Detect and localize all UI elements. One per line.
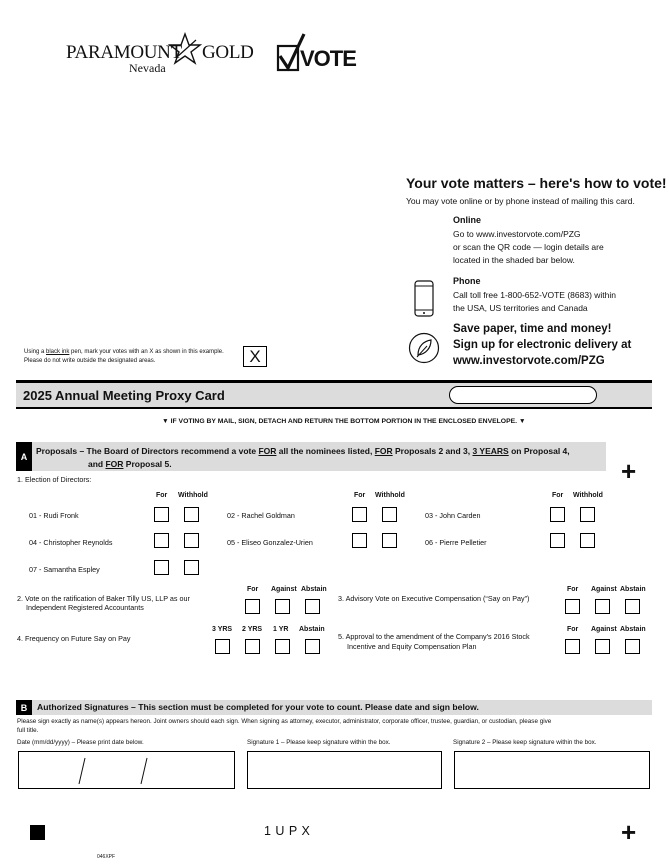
section-a-badge: A: [16, 442, 32, 471]
nominee-06-withhold-checkbox[interactable]: [580, 533, 595, 548]
proposal-3-against-checkbox[interactable]: [595, 599, 610, 614]
p4-col-abstain: Abstain: [299, 626, 325, 633]
logo-nevada: Nevada: [129, 61, 166, 75]
paper-line-3: www.investorvote.com/PZG: [453, 355, 605, 367]
footer-code: 1 U P X: [264, 824, 311, 838]
triangle-down-icon: ▼: [162, 418, 169, 425]
proposal-5-abstain-checkbox[interactable]: [625, 639, 640, 654]
date-field[interactable]: [18, 751, 235, 789]
online-line-3: located in the shaded bar below.: [453, 255, 575, 265]
nominee-03-withhold-checkbox[interactable]: [580, 507, 595, 522]
proposal-3-abstain-checkbox[interactable]: [625, 599, 640, 614]
nominee-01-withhold-checkbox[interactable]: [184, 507, 199, 522]
p4-col-1yr: 1 YR: [273, 626, 289, 633]
section-b-instr-1: Please sign exactly as name(s) appears hereon. Joint owners should each sign. When signing as attorney, executor, administrator, corporate officer, trustee, guardian, or custodian, please give: [17, 718, 552, 725]
proposal-5-against-checkbox[interactable]: [595, 639, 610, 654]
nominee-01-for-checkbox[interactable]: [154, 507, 169, 522]
section-b-title: Authorized Signatures – This section must be completed for your vote to count. Please date and sign below.: [37, 702, 479, 712]
proxy-title: 2025 Annual Meeting Proxy Card: [23, 388, 225, 403]
proposal-2-for-checkbox[interactable]: [245, 599, 260, 614]
section-a-title-1: [36, 445, 570, 458]
section-a-t5: and: [88, 459, 106, 469]
p5-col-against: Against: [591, 626, 617, 633]
nominee-05: 05 - Eliseo Gonzalez-Urien: [227, 538, 313, 547]
p3-col-for: For: [567, 586, 579, 593]
section-a-3years: 3 YEARS: [472, 446, 509, 456]
paper-line-1: Save paper, time and money!: [453, 323, 612, 335]
sig2-label: Signature 2 – Please keep signature within the box.: [453, 739, 597, 746]
section-a-t1: Proposals – The Board of Directors recommend a vote: [36, 446, 259, 456]
section-a-t6: Proposal 5.: [123, 459, 172, 469]
p3-col-abstain: Abstain: [620, 586, 646, 593]
p2-col-against: Against: [271, 586, 297, 593]
star-logo-icon: [168, 32, 202, 66]
nominee-04: 04 - Christopher Reynolds: [29, 538, 113, 547]
proposal-4-2yrs-checkbox[interactable]: [245, 639, 260, 654]
nominee-06-for-checkbox[interactable]: [550, 533, 565, 548]
col-withhold-3: Withhold: [573, 492, 603, 499]
leaf-icon: [408, 332, 440, 364]
registration-square: [30, 825, 45, 840]
phone-title: Phone: [453, 276, 481, 286]
nominee-05-for-checkbox[interactable]: [352, 533, 367, 548]
plus-mark-top: +: [621, 456, 637, 486]
p2-col-abstain: Abstain: [301, 586, 327, 593]
proposal-5-line-2: Incentive and Equity Compensation Plan: [347, 642, 477, 651]
phone-icon: [413, 280, 435, 318]
nominee-02: 02 - Rachel Goldman: [227, 511, 295, 520]
proposal-4-3yrs-checkbox[interactable]: [215, 639, 230, 654]
proposal-4: 4. Frequency on Future Say on Pay: [17, 634, 131, 643]
p5-col-abstain: Abstain: [620, 626, 646, 633]
phone-line-1: Call toll free 1-800-652-VOTE (8683) within: [453, 290, 616, 300]
nominee-04-for-checkbox[interactable]: [154, 533, 169, 548]
date-separators: [19, 752, 234, 788]
sig1-label: Signature 1 – Please keep signature within the box.: [247, 739, 391, 746]
p3-col-against: Against: [591, 586, 617, 593]
proposal-5-for-checkbox[interactable]: [565, 639, 580, 654]
p4-col-3yrs: 3 YRS: [212, 626, 233, 633]
proposal-3-for-checkbox[interactable]: [565, 599, 580, 614]
nominee-03-for-checkbox[interactable]: [550, 507, 565, 522]
col-withhold-2: Withhold: [375, 492, 405, 499]
proposal-2-line-1: 2. Vote on the ratification of Baker Tilly US, LLP as our: [17, 594, 190, 603]
nominee-05-withhold-checkbox[interactable]: [382, 533, 397, 548]
section-a-t3: Proposals 2 and 3,: [392, 446, 473, 456]
section-b-instr-2: full title.: [17, 727, 39, 734]
p2-col-for: For: [247, 586, 259, 593]
triangle-down-icon: ▼: [518, 418, 526, 425]
section-a-t4: on Proposal 4,: [508, 446, 570, 456]
logo-gold: GOLD: [202, 42, 254, 63]
nominee-01: 01 - Rudi Fronk: [29, 511, 79, 520]
section-a-for-1: FOR: [258, 446, 277, 456]
proposal-4-1yr-checkbox[interactable]: [275, 639, 290, 654]
p4-col-2yrs: 2 YRS: [242, 626, 263, 633]
nominee-02-for-checkbox[interactable]: [352, 507, 367, 522]
nominee-07-withhold-checkbox[interactable]: [184, 560, 199, 575]
proposal-5-line-1: 5. Approval to the amendment of the Company's 2016 Stock: [338, 632, 530, 641]
election-label: 1. Election of Directors:: [17, 475, 92, 484]
mail-note: [162, 418, 526, 425]
qr-login-field[interactable]: [449, 386, 597, 404]
nominee-06: 06 - Pierre Pelletier: [425, 538, 487, 547]
proposal-4-abstain-checkbox[interactable]: [305, 639, 320, 654]
nominee-07-for-checkbox[interactable]: [154, 560, 169, 575]
ink-instructions: [24, 348, 224, 356]
ink-instructions-2: Please do not write outside the designated areas.: [24, 358, 156, 364]
logo-paramount: PARAMOUNT: [66, 42, 182, 63]
plus-mark-bottom: +: [621, 817, 637, 847]
section-a-title-2: [88, 458, 172, 471]
col-for-1: For: [156, 492, 168, 499]
footer-small-code: 046XPF: [97, 854, 116, 860]
nominee-07: 07 - Samantha Espley: [29, 565, 100, 574]
bottom-rule: [16, 407, 652, 409]
signature-1-field[interactable]: [247, 751, 442, 789]
online-line-1: Go to www.investorvote.com/PZG: [453, 229, 581, 239]
phone-line-2: the USA, US territories and Canada: [453, 303, 588, 313]
proposal-2-line-2: Independent Registered Accountants: [26, 603, 144, 612]
proposal-2-abstain-checkbox[interactable]: [305, 599, 320, 614]
col-for-2: For: [354, 492, 366, 499]
section-a-for-2: FOR: [374, 446, 393, 456]
signature-2-field[interactable]: [454, 751, 650, 789]
example-mark: X: [249, 347, 261, 366]
col-for-3: For: [552, 492, 564, 499]
online-title: Online: [453, 215, 482, 225]
example-mark-box: [243, 346, 267, 367]
vote-word: VOTE: [300, 46, 356, 71]
online-line-2: or scan the QR code — login details are: [453, 242, 604, 252]
nominee-04-withhold-checkbox[interactable]: [184, 533, 199, 548]
paper-line-2: Sign up for electronic delivery at: [453, 339, 632, 351]
ink-instructions-post: pen, mark your votes with an X as shown in this example.: [69, 349, 224, 355]
col-withhold-1: Withhold: [178, 492, 208, 499]
date-label: Date (mm/dd/yyyy) – Please print date below.: [17, 739, 144, 746]
howto-title: Your vote matters – here's how to vote!: [406, 175, 667, 191]
nominee-03: 03 - John Carden: [425, 511, 481, 520]
proposal-3: 3. Advisory Vote on Executive Compensation (“Say on Pay”): [338, 594, 530, 603]
p5-col-for: For: [567, 626, 579, 633]
section-b-badge: B: [16, 700, 32, 715]
proposal-2-against-checkbox[interactable]: [275, 599, 290, 614]
ink-instructions-ink: black ink: [46, 349, 70, 355]
mail-note-text: IF VOTING BY MAIL, SIGN, DETACH AND RETURN THE BOTTOM PORTION IN THE ENCLOSED ENVELOPE.: [170, 418, 518, 425]
section-a-t2: all the nominees listed,: [276, 446, 375, 456]
section-a-for-3: FOR: [105, 459, 124, 469]
ink-instructions-pre: Using a: [24, 349, 47, 355]
nominee-02-withhold-checkbox[interactable]: [382, 507, 397, 522]
howto-subtitle: You may vote online or by phone instead of mailing this card.: [406, 196, 635, 206]
